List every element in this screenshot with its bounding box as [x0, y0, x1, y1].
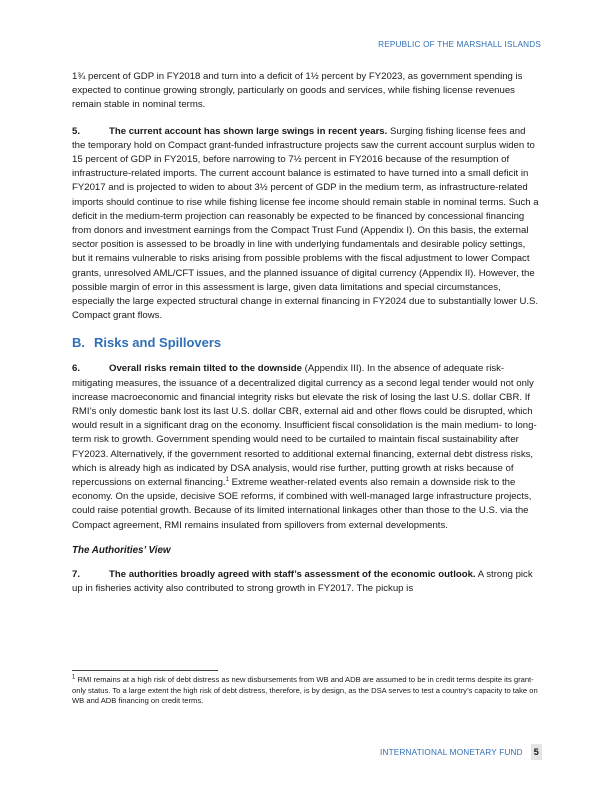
- section-heading-b: [72, 335, 540, 350]
- footer-publisher: INTERNATIONAL MONETARY FUND: [380, 747, 523, 757]
- main-content: [72, 70, 540, 608]
- page-number: 5: [531, 744, 542, 760]
- page-footer: [380, 744, 542, 760]
- paragraph-text: Surging fishing license fees and the temporary hold on Compact grant-funded infrastructure projects saw the current account surplus widen to 15 percent of GDP in FY2015, before narrowing to 7½ percent in FY2016 because of the resumption of infrastructure-related imports. The current account balance is estimated to have turned into a small deficit in FY2017 and is projected to widen to about 3½ percent of GDP in the medium term, as infrastructure-related imports should continue to rise while fishing license fee income should remain stable in nominal terms. Such a deficit in the medium-term projection can reasonably be expected to be financed by concessional financing from donors and investment earnings from the Compact Trust Fund (Appendix I). On this basis, the external sector position is assessed to be broadly in line with underlying fundamentals and desirable policy settings, but it remains vulnerable to risks arising from possible problems with the fiscal adjustment to lower Compact grants, unresolved AML/CFT issues, and the planned issuance of digital currency (Appendix II). However, the possible margin of error in this assessment is large, given data limitations and special circumstances, especially the large expected structural change in external financing in FY2024 due to substantially lower U.S. Compact grant flows.: [72, 125, 539, 322]
- section-letter: B.: [72, 335, 85, 351]
- paragraph-number: 6.: [72, 363, 81, 375]
- running-header: REPUBLIC OF THE MARSHALL ISLANDS: [378, 40, 541, 49]
- subheading-authorities-view: The Authorities’ View: [72, 544, 171, 556]
- paragraph-5: [72, 125, 540, 324]
- section-title: Risks and Spillovers: [94, 335, 222, 351]
- paragraph-intro: 1¾ percent of GDP in FY2018 and turn into a deficit of 1½ percent by FY2023, as government spending is expected to continue growing strongly, particularly on goods and services, while fishing license revenues remain stable in nominal terms.: [72, 71, 523, 111]
- paragraph-number: 5.: [72, 125, 81, 137]
- footnote-mark: 1: [72, 674, 76, 681]
- paragraph-text: (Appendix III). In the absence of adequate risk-mitigating measures, the issuance of a decentralized digital currency as a second legal tender would not only increase macroeconomic and financial integrity risks but elevate the risk of losing the last U.S. dollar CBR. If RMI’s only domestic bank lost its last U.S. dollar CBR, external aid and other flows could be disrupted, which would result in a significant drag on the economy. Insufficient fiscal consolidation is the main medium- to long-term risk to growth. Government spending would need to be curtailed to maintain fiscal sustainability after FY2023. Alternatively, if the government resorted to additional external financing, external debt distress risks, which is already high as indicated by DSA analysis, would rise further, putting growth at risks because of repercussions on external financing.: [72, 363, 537, 489]
- paragraph-7: [72, 568, 540, 596]
- paragraph-text-continued: Extreme weather-related events also remain a downside risk to the economy. On the upside, decisive SOE reforms, if combined with well-managed large infrastructure projects, could raise potential growth. Because of its limited international linkages other than those to the U.S. via the Compact agreement, RMI remains insulated from spillovers from external developments.: [72, 477, 532, 531]
- paragraph-6: [72, 362, 540, 532]
- paragraph-lead: The current account has shown large swings in recent years.: [109, 125, 388, 137]
- paragraph-text: A strong pick up in fisheries activity also contributed to strong growth in FY2017. The pickup is: [72, 568, 533, 595]
- footnote-reference[interactable]: 1: [225, 476, 229, 483]
- paragraph-lead: Overall risks remain tilted to the downside: [109, 363, 302, 375]
- paragraph-number: 7.: [72, 568, 81, 580]
- footnote-divider: [72, 670, 218, 671]
- paragraph-lead: The authorities broadly agreed with staff’s assessment of the economic outlook.: [109, 568, 476, 580]
- footnote: [72, 675, 540, 707]
- footnote-text: RMI remains at a high risk of debt distress as new disbursements from WB and ADB are assumed to be in credit terms despite its grant-only status. To a large extent the high risk of debt distress, therefore, is by design, as the DSA serves to test a country’s capacity to take on WB and ADB financing on credit terms.: [72, 675, 538, 706]
